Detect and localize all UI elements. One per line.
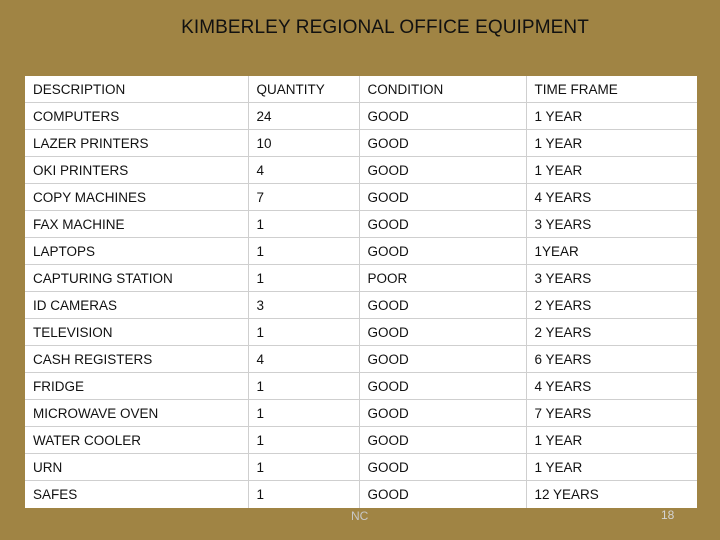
- cell-condition: GOOD: [359, 211, 526, 238]
- cell-time-frame: 1 YEAR: [526, 103, 697, 130]
- cell-condition: GOOD: [359, 454, 526, 481]
- cell-quantity: 24: [248, 103, 359, 130]
- cell-condition: GOOD: [359, 427, 526, 454]
- cell-description: CAPTURING STATION: [25, 265, 248, 292]
- cell-time-frame: 2 YEARS: [526, 319, 697, 346]
- cell-description: COMPUTERS: [25, 103, 248, 130]
- cell-condition: GOOD: [359, 238, 526, 265]
- footer-label: NC: [351, 509, 369, 523]
- cell-description: WATER COOLER: [25, 427, 248, 454]
- table-row: [25, 184, 697, 211]
- table-row: [25, 130, 697, 157]
- header-description: DESCRIPTION: [25, 76, 248, 103]
- cell-description: FAX MACHINE: [25, 211, 248, 238]
- cell-condition: GOOD: [359, 346, 526, 373]
- table-row: [25, 400, 697, 427]
- cell-description: CASH REGISTERS: [25, 346, 248, 373]
- cell-time-frame: 3 YEARS: [526, 265, 697, 292]
- cell-quantity: 1: [248, 481, 359, 509]
- cell-quantity: 4: [248, 157, 359, 184]
- cell-quantity: 1: [248, 265, 359, 292]
- cell-time-frame: 1 YEAR: [526, 427, 697, 454]
- cell-description: SAFES: [25, 481, 248, 509]
- cell-quantity: 1: [248, 427, 359, 454]
- cell-description: ID CAMERAS: [25, 292, 248, 319]
- cell-condition: GOOD: [359, 400, 526, 427]
- cell-time-frame: 1 YEAR: [526, 157, 697, 184]
- table-row: [25, 427, 697, 454]
- cell-description: LAPTOPS: [25, 238, 248, 265]
- cell-quantity: 4: [248, 346, 359, 373]
- page-number: 18: [661, 508, 675, 522]
- table-row: [25, 238, 697, 265]
- cell-condition: GOOD: [359, 184, 526, 211]
- cell-quantity: 1: [248, 373, 359, 400]
- cell-description: COPY MACHINES: [25, 184, 248, 211]
- cell-condition: GOOD: [359, 130, 526, 157]
- cell-condition: POOR: [359, 265, 526, 292]
- cell-time-frame: 7 YEARS: [526, 400, 697, 427]
- page-title: KIMBERLEY REGIONAL OFFICE EQUIPMENT: [181, 17, 589, 38]
- cell-time-frame: 3 YEARS: [526, 211, 697, 238]
- cell-quantity: 1: [248, 211, 359, 238]
- cell-time-frame: 1 YEAR: [526, 454, 697, 481]
- table-row: [25, 292, 697, 319]
- table-row: [25, 211, 697, 238]
- cell-time-frame: 4 YEARS: [526, 184, 697, 211]
- cell-description: LAZER PRINTERS: [25, 130, 248, 157]
- cell-quantity: 1: [248, 319, 359, 346]
- cell-condition: GOOD: [359, 292, 526, 319]
- table-row: [25, 265, 697, 292]
- cell-quantity: 1: [248, 400, 359, 427]
- cell-time-frame: 2 YEARS: [526, 292, 697, 319]
- cell-time-frame: 1YEAR: [526, 238, 697, 265]
- cell-description: TELEVISION: [25, 319, 248, 346]
- table-row: [25, 454, 697, 481]
- cell-condition: GOOD: [359, 481, 526, 509]
- cell-quantity: 1: [248, 454, 359, 481]
- table-row: [25, 157, 697, 184]
- table-header-row: [25, 76, 697, 103]
- cell-condition: GOOD: [359, 103, 526, 130]
- cell-time-frame: 4 YEARS: [526, 373, 697, 400]
- cell-time-frame: 1 YEAR: [526, 130, 697, 157]
- table-row: [25, 346, 697, 373]
- header-time-frame: TIME FRAME: [526, 76, 697, 103]
- equipment-table: [25, 76, 697, 508]
- cell-quantity: 7: [248, 184, 359, 211]
- cell-quantity: 1: [248, 238, 359, 265]
- cell-condition: GOOD: [359, 319, 526, 346]
- equipment-table-body: [25, 76, 697, 508]
- cell-quantity: 3: [248, 292, 359, 319]
- cell-description: FRIDGE: [25, 373, 248, 400]
- cell-description: OKI PRINTERS: [25, 157, 248, 184]
- cell-time-frame: 6 YEARS: [526, 346, 697, 373]
- cell-condition: GOOD: [359, 373, 526, 400]
- header-condition: CONDITION: [359, 76, 526, 103]
- table-row: [25, 373, 697, 400]
- cell-quantity: 10: [248, 130, 359, 157]
- header-quantity: QUANTITY: [248, 76, 359, 103]
- cell-condition: GOOD: [359, 157, 526, 184]
- table-row: [25, 481, 697, 509]
- cell-description: URN: [25, 454, 248, 481]
- table-row: [25, 319, 697, 346]
- cell-time-frame: 12 YEARS: [534, 487, 599, 502]
- table-row: [25, 103, 697, 130]
- cell-description: MICROWAVE OVEN: [25, 400, 248, 427]
